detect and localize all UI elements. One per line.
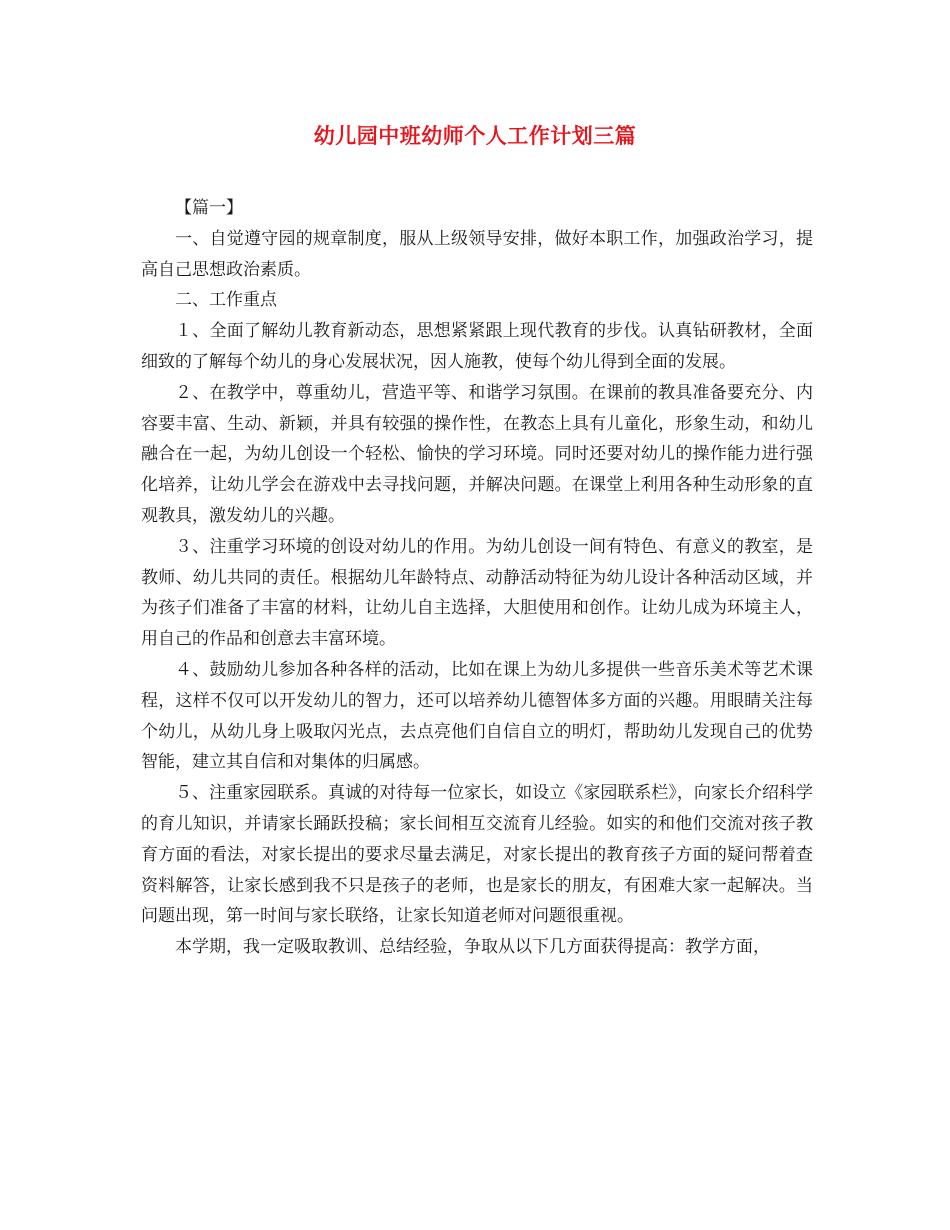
paragraph-semester-plan: 本学期，我一定吸取教训、总结经验，争取从以下几方面获得提高：教学方面，: [175, 937, 770, 958]
paragraph-rules: 一、自觉遵守园的规章制度，服从上级领导安排，做好本职工作，加强政治学习，提高自己思想政治素质。: [141, 228, 813, 280]
paragraph-item-5: ５、注重家园联系。真诚的对待每一位家长，如设立《家园联系栏》，向家长介绍科学的育儿知识，并请家长踊跃投稿；家长间相互交流育儿经验。如实的和他们交流对孩子教育方面的看法，对家长提出的要求尽量去满足，对家长提出的教育孩子方面的疑问帮着查资料解答，让家长感到我不只是孩子的老师，也是家长的朋友，有困难大家一起解决。当问题出现，第一时间与家长联络，让家长知道老师对问题很重视。: [141, 783, 813, 927]
section-header: 【篇一】: [175, 198, 243, 218]
paragraph-work-focus-heading: 二、工作重点: [175, 290, 277, 311]
paragraph-item-1: １、全面了解幼儿教育新动态，思想紧紧跟上现代教育的步伐。认真钻研教材，全面细致的了解每个幼儿的身心发展状况，因人施教，使每个幼儿得到全面的发展。: [141, 321, 813, 372]
paragraph-item-4: ４、鼓励幼儿参加各种各样的活动，比如在课上为幼儿多提供一些音乐美术等艺术课程，这样不仅可以开发幼儿的智力，还可以培养幼儿德智体多方面的兴趣。用眼睛关注每个幼儿，从幼儿身上吸取闪光点，去点亮他们自信自立的明灯，帮助幼儿发现自己的优势智能，建立其自信和对集体的归属感。: [141, 659, 813, 773]
document-body: [141, 193, 813, 963]
paragraph-item-2: ２、在教学中，尊重幼儿，营造平等、和谐学习氛围。在课前的教具准备要充分、内容要丰富、生动、新颖，并具有较强的操作性，在教态上具有儿童化，形象生动，和幼儿融合在一起，为幼儿创设一个轻松、愉快的学习环境。同时还要对幼儿的操作能力进行强化培养，让幼儿学会在游戏中去寻找问题，并解决问题。在课堂上利用各种生动形象的直观教具，激发幼儿的兴趣。: [141, 382, 813, 526]
paragraph-item-3: ３、注重学习环境的创设对幼儿的作用。为幼儿创设一间有特色、有意义的教室，是教师、幼儿共同的责任。根据幼儿年龄特点、动静活动特征为幼儿设计各种活动区域，并为孩子们准备了丰富的材料，让幼儿自主选择，大胆使用和创作。让幼儿成为环境主人，用自己的作品和创意去丰富环境。: [141, 536, 813, 650]
document-title: 幼儿园中班幼师个人工作计划三篇: [313, 123, 637, 148]
